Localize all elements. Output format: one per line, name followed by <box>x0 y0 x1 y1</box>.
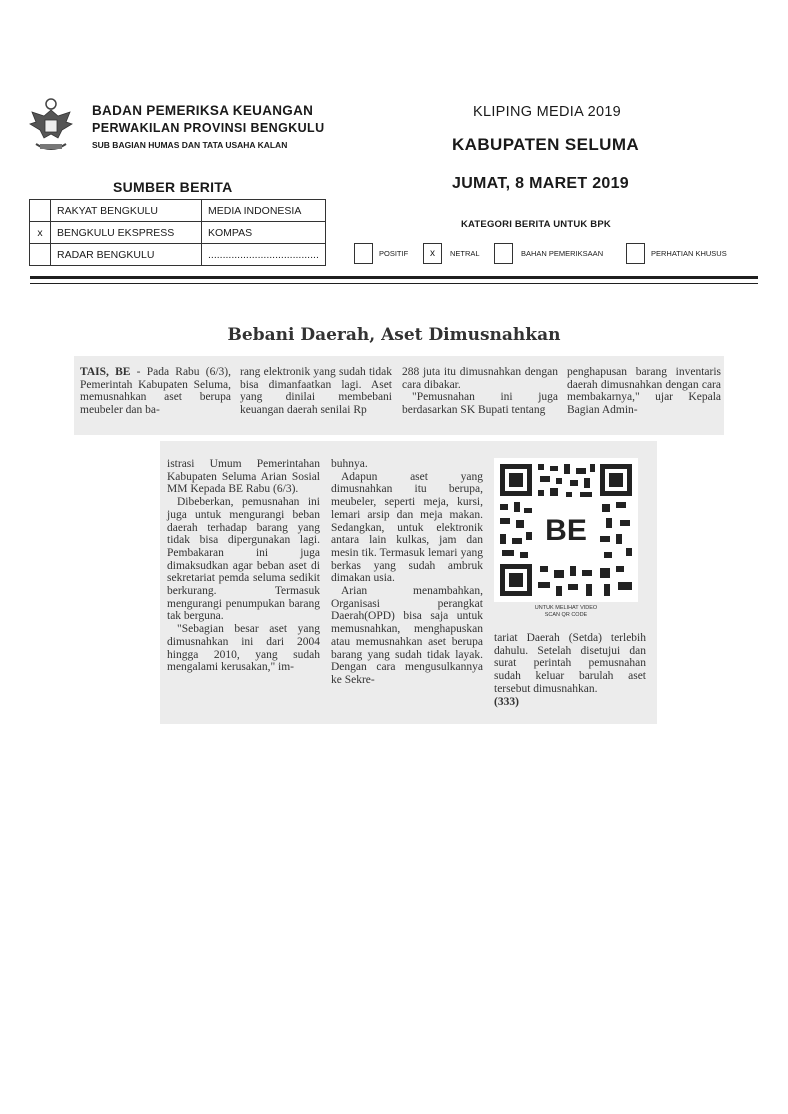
category-label-positif: POSITIF <box>379 249 409 258</box>
source-mark <box>30 200 51 222</box>
category-label-perhatian: PERHATIAN KHUSUS <box>651 249 727 258</box>
header-divider <box>30 276 758 279</box>
article-text: istrasi Umum Pemerintahan Kabupaten Seluma Arian Sosial MM Kepada BE Rabu (6/3). <box>167 458 320 496</box>
category-label-bahan: BAHAN PEMERIKSAAN <box>521 249 604 258</box>
kliping-title: KLIPING MEDIA 2019 <box>473 104 622 120</box>
category-title: KATEGORI BERITA UNTUK BPK <box>461 219 611 230</box>
org-branch: PERWAKILAN PROVINSI BENGKULU <box>92 121 325 135</box>
source-section-title: SUMBER BERITA <box>113 179 233 195</box>
article-text: Dibeberkan, pemusnahan ini juga untuk mengurangi beban daerah terhadap barang yang tidak bisa dipergunakan lagi. Pembakaran ini juga dimaksudkan agar beban aset di sekretariat pemda seluma sedikit berkurang. Termasuk mengurangi penumpukan barang tak berguna. <box>167 496 320 623</box>
article-text: Arian menambahkan, Organisasi perangkat Daerah(OPD) bisa saja untuk memusnahkan, menghapuskan atau memusnahkan aset berupa barang yang sudah tidak layak. Dengan cara mengusulkannya ke Sekre- <box>331 585 483 686</box>
article-text: Adapun aset yang dimusnahkan itu berupa, meubeler, seperti meja, kursi, lemari arsip dan meja makan. Sedangkan, untuk elektronik antara lain kulkas, jam dan mesin tik. Termasuk lemari yang berkas yang sudah ambruk dimakan usia. <box>331 470 483 585</box>
category-checkbox-bahan <box>494 243 513 264</box>
article-signature: (333) <box>494 695 519 708</box>
source-name: RADAR BENGKULU <box>51 244 202 266</box>
source-row <box>30 222 326 244</box>
article-headline: Bebani Daerah, Aset Dimusnahkan <box>227 325 561 345</box>
article-column <box>494 632 646 708</box>
org-subdivision: SUB BAGIAN HUMAS DAN TATA USAHA KALAN <box>92 140 288 150</box>
date-title: JUMAT, 8 MARET 2019 <box>452 175 630 192</box>
source-name: BENGKULU EKSPRESS <box>51 222 202 244</box>
article-text: "Sebagian besar aset yang dimusnahkan ini dari 2004 hingga 2010, yang sudah mengalami kerusakan," im- <box>167 623 320 674</box>
article-text: "Pemusnahan ini juga berdasarkan SK Bupati tentang <box>402 391 558 417</box>
garuda-emblem-icon <box>26 94 76 156</box>
source-name: RAKYAT BENGKULU <box>51 200 202 222</box>
article-column <box>567 366 721 417</box>
category-checkbox-netral: x <box>423 243 442 264</box>
category-label-netral: NETRAL <box>450 249 480 258</box>
region-title: KABUPATEN SELUMA <box>452 135 640 154</box>
category-checkbox-perhatian <box>626 243 645 264</box>
qr-caption-line: UNTUK MELIHAT VIDEO <box>534 605 598 611</box>
article-text: penghapusan barang inventaris daerah dimusnahkan dengan cara membakarnya," ujar Kepala Bagian Admin- <box>567 366 721 417</box>
article-text: buhnya. <box>331 458 368 470</box>
article-column <box>167 458 320 674</box>
qr-caption <box>494 605 638 618</box>
qr-brand-label: BE <box>545 514 587 547</box>
source-row <box>30 200 326 222</box>
source-table <box>29 199 326 266</box>
source-name: ...................................... <box>202 244 326 266</box>
source-mark <box>30 244 51 266</box>
article-column <box>402 366 558 417</box>
source-row <box>30 244 326 266</box>
category-checkbox-positif <box>354 243 373 264</box>
qr-code-icon <box>494 458 638 602</box>
article-text: tariat Daerah (Setda) terlebih dahulu. Setelah disetujui dan surat perintah pemusnahan sudah keluar barulah aset tersebut dimusnahkan. <box>494 632 646 695</box>
qr-caption-line: SCAN QR CODE <box>544 611 588 618</box>
article-text: rang elektronik yang sudah tidak bisa dimanfaatkan lagi. Aset yang dinilai membebani keuangan daerah senilai Rp <box>240 366 392 417</box>
org-name: BADAN PEMERIKSA KEUANGAN <box>92 103 314 118</box>
source-name: KOMPAS <box>202 222 326 244</box>
header-divider-thin <box>30 283 758 284</box>
source-name: MEDIA INDONESIA <box>202 200 326 222</box>
article-text: - Pada Rabu (6/3), Pemerintah Kabupaten Seluma, memusnahkan aset berupa meubeler dan ba- <box>80 366 231 417</box>
article-column <box>331 458 483 687</box>
article-column <box>80 366 231 417</box>
article-column <box>240 366 392 417</box>
article-text: 288 juta itu dimusnahkan dengan cara dibakar. <box>402 366 558 391</box>
source-mark: x <box>30 222 51 244</box>
article-dateline: TAIS, BE <box>80 366 131 378</box>
